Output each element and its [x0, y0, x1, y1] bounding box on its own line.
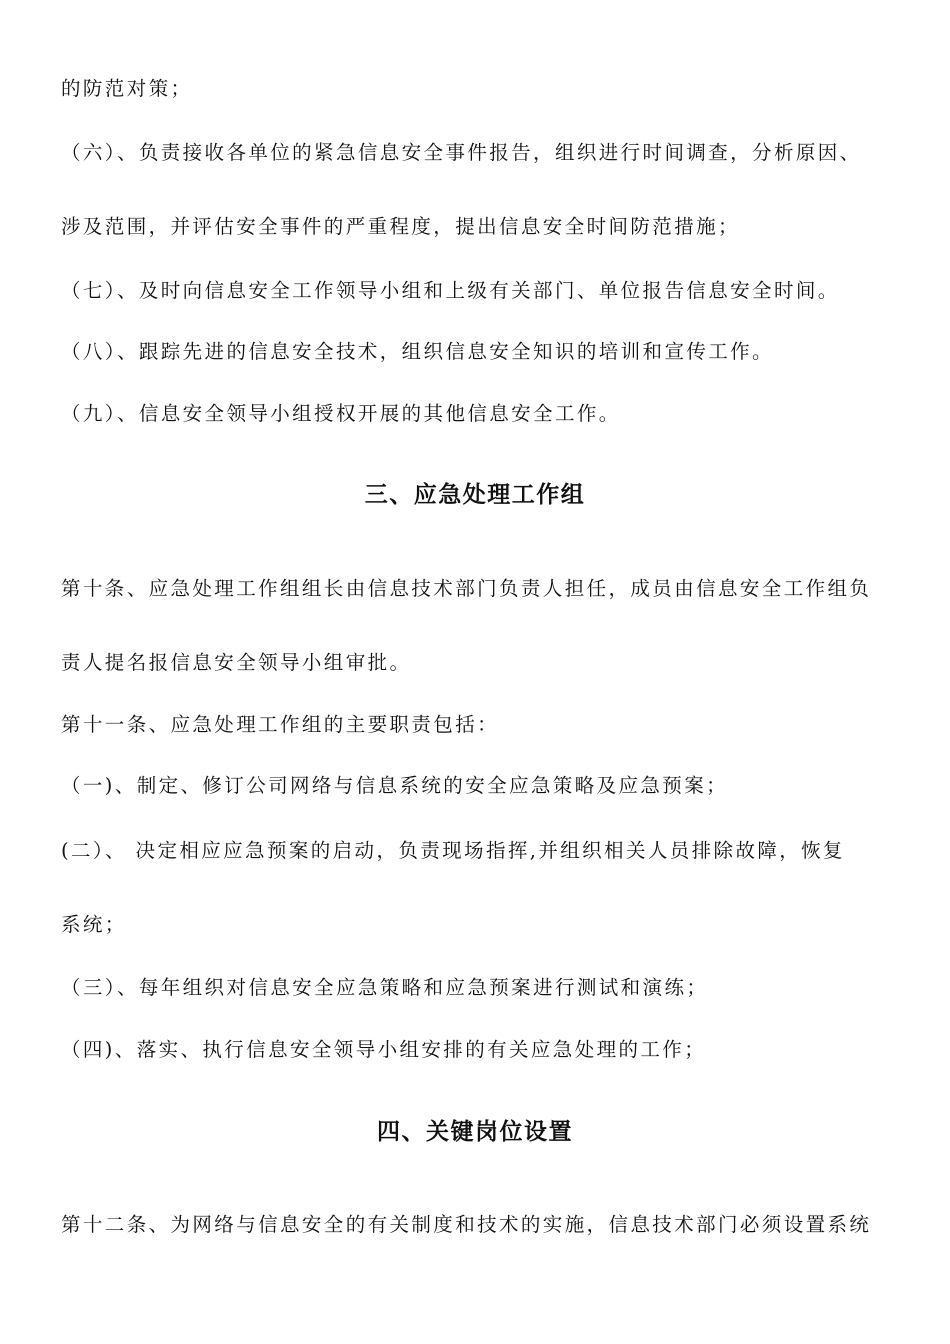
text-line-12: 系统；: [61, 913, 127, 936]
text-line-11: (二）、 决定相应应急预案的启动，负责现场指挥,并组织相关人员排除故障，恢复: [61, 839, 845, 862]
section-heading-4: 四、关键岗位设置: [377, 1119, 573, 1145]
text-line-14: （四)、落实、执行信息安全领导小组安排的有关应急处理的工作；: [61, 1038, 707, 1061]
text-line-13: （三）、每年组织对信息安全应急策略和应急预案进行测试和演练；: [61, 976, 709, 999]
text-line-5: （八）、跟踪先进的信息安全技术，组织信息安全知识的培训和宣传工作。: [61, 340, 774, 363]
text-line-3: 涉及范围，并评估安全事件的严重程度，提出信息安全时间防范措施；: [61, 215, 740, 238]
section-heading-3: 三、应急处理工作组: [364, 482, 586, 508]
text-line-6: （九）、信息安全领导小组授权开展的其他信息安全工作。: [61, 402, 621, 425]
text-line-7: 第十条、应急处理工作组组长由信息技术部门负责人担任，成员由信息安全工作组负: [61, 577, 872, 600]
text-line-1: 的防范对策；: [61, 77, 193, 100]
text-line-2: （六）、负责接收各单位的紧急信息安全事件报告，组织进行时间调查，分析原因、: [61, 141, 862, 164]
text-line-4: （七）、及时向信息安全工作领导小组和上级有关部门、单位报告信息安全时间。: [61, 279, 840, 302]
text-line-9: 第十一条、应急处理工作组的主要职责包括：: [61, 713, 500, 736]
text-line-8: 责人提名报信息安全领导小组审批。: [61, 651, 412, 674]
text-line-10: （一)、制定、修订公司网络与信息系统的安全应急策略及应急预案；: [61, 774, 729, 797]
text-line-15: 第十二条、为网络与信息安全的有关制度和技术的实施，信息技术部门必须设置系统: [61, 1213, 872, 1236]
